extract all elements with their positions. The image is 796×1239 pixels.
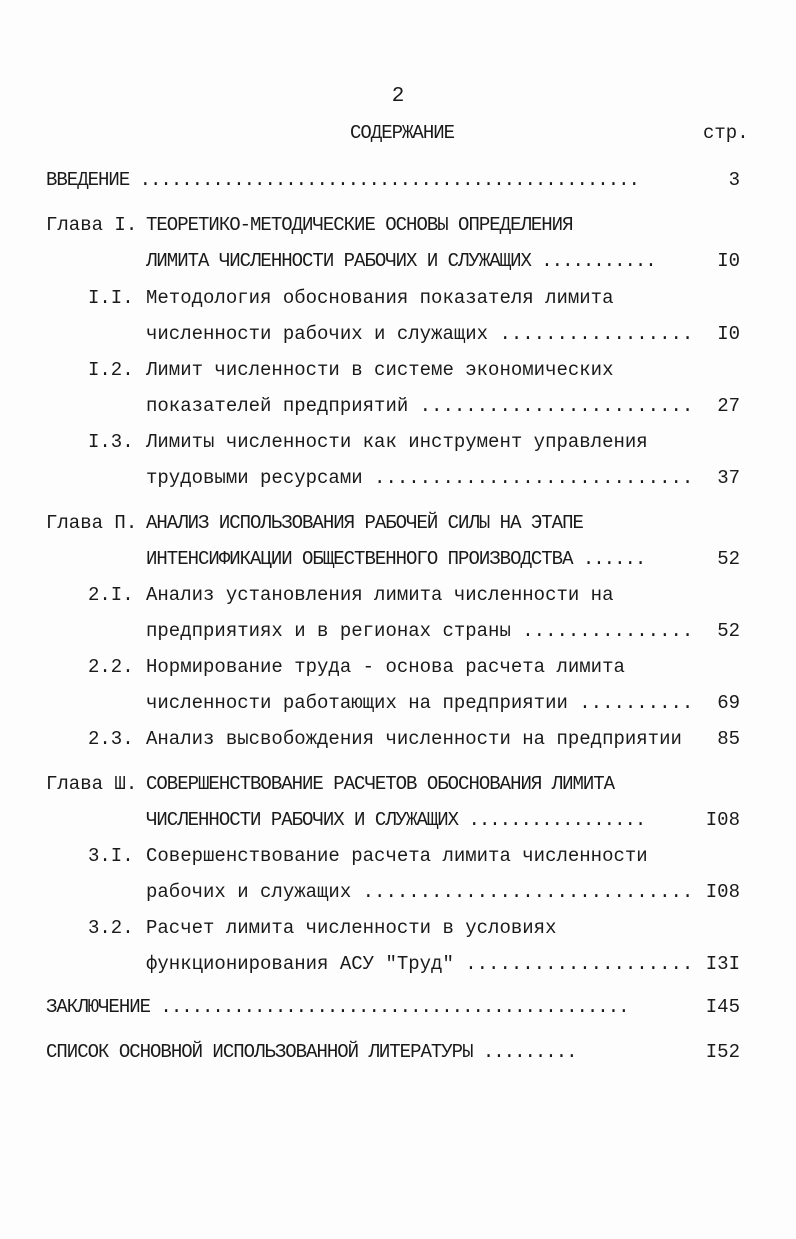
toc-page-number: 37 — [717, 467, 740, 489]
toc-section-label: 2.3. — [88, 728, 134, 750]
toc-page-number: I3I — [705, 953, 740, 975]
toc-page-number: I45 — [705, 996, 740, 1018]
toc-entry-bibliography: СПИСОК ОСНОВНОЙ ИСПОЛЬЗОВАННОЙ ЛИТЕРАТУРЫ ......... — [46, 1041, 577, 1063]
toc-section-title-line1: Лимиты численности как инструмент управления — [146, 431, 648, 453]
toc-section-title-line1: Лимит численности в системе экономических — [146, 359, 614, 381]
toc-section-title-line2: предприятиях и в регионах страны ............... — [146, 620, 694, 642]
toc-page-number: I0 — [717, 250, 740, 272]
toc-section-title-line1: Методология обоснования показателя лимита — [146, 287, 614, 309]
toc-page-number: 3 — [728, 169, 740, 191]
toc-section-title-line1: Расчет лимита численности в условиях — [146, 917, 557, 939]
toc-section-label: 2.I. — [88, 584, 134, 606]
toc-chapter-title-line2: ИНТЕНСИФИКАЦИИ ОБЩЕСТВЕННОГО ПРОИЗВОДСТВА ...... — [146, 548, 646, 570]
toc-page-number: I08 — [705, 881, 740, 903]
toc-section-label: 2.2. — [88, 656, 134, 678]
toc-chapter-label: Глава I. — [46, 214, 138, 236]
toc-page-number: I08 — [705, 809, 740, 831]
toc-page-number: I52 — [705, 1041, 740, 1063]
toc-chapter-label: Глава Ш. — [46, 773, 138, 795]
toc-section-label: 3.I. — [88, 845, 134, 867]
page-number: 2 — [391, 85, 405, 108]
toc-chapter-title-line2: ЛИМИТА ЧИСЛЕННОСТИ РАБОЧИХ И СЛУЖАЩИХ ........... — [146, 250, 656, 272]
toc-section-label: I.3. — [88, 431, 134, 453]
toc-section-title-line1: Нормирование труда - основа расчета лимита — [146, 656, 625, 678]
toc-section-title-line2: рабочих и служащих ............................. — [146, 881, 694, 903]
toc-section-label: I.I. — [88, 287, 134, 309]
toc-page-number: 52 — [717, 548, 740, 570]
toc-section-title-line2: показателей предприятий ........................ — [146, 395, 694, 417]
toc-section-title-line1: Анализ установления лимита численности на — [146, 584, 614, 606]
toc-section-title-line2: трудовыми ресурсами ............................ — [146, 467, 694, 489]
toc-chapter-title-line1: СОВЕРШЕНСТВОВАНИЕ РАСЧЕТОВ ОБОСНОВАНИЯ ЛИМИТА — [146, 773, 615, 795]
toc-page-number: I0 — [717, 323, 740, 345]
toc-chapter-title-line2: ЧИСЛЕННОСТИ РАБОЧИХ И СЛУЖАЩИХ ................. — [146, 809, 646, 831]
toc-page-number: 85 — [717, 728, 740, 750]
toc-page-number: 69 — [717, 692, 740, 714]
toc-section-title-line1: Анализ высвобождения численности на предприятии — [146, 728, 682, 750]
toc-title: СОДЕРЖАНИЕ — [350, 122, 455, 144]
toc-page-number: 27 — [717, 395, 740, 417]
toc-chapter-label: Глава П. — [46, 512, 138, 534]
toc-section-label: 3.2. — [88, 917, 134, 939]
toc-chapter-title-line1: АНАЛИЗ ИСПОЛЬЗОВАНИЯ РАБОЧЕЙ СИЛЫ НА ЭТАПЕ — [146, 512, 583, 534]
toc-chapter-title-line1: ТЕОРЕТИКО-МЕТОДИЧЕСКИЕ ОСНОВЫ ОПРЕДЕЛЕНИЯ — [146, 214, 573, 236]
toc-page-number: 52 — [717, 620, 740, 642]
toc-section-label: I.2. — [88, 359, 134, 381]
toc-entry-conclusion: ЗАКЛЮЧЕНИЕ ............................................. — [46, 996, 629, 1018]
toc-section-title-line2: функционирования АСУ "Труд" .................... — [146, 953, 694, 975]
page-column-header: стр. — [703, 122, 749, 144]
toc-section-title-line2: численности работающих на предприятии .......... — [146, 692, 694, 714]
toc-entry-introduction: ВВЕДЕНИЕ ................................................ — [46, 169, 639, 191]
toc-section-title-line1: Совершенствование расчета лимита численности — [146, 845, 648, 867]
toc-section-title-line2: численности рабочих и служащих ................. — [146, 323, 694, 345]
